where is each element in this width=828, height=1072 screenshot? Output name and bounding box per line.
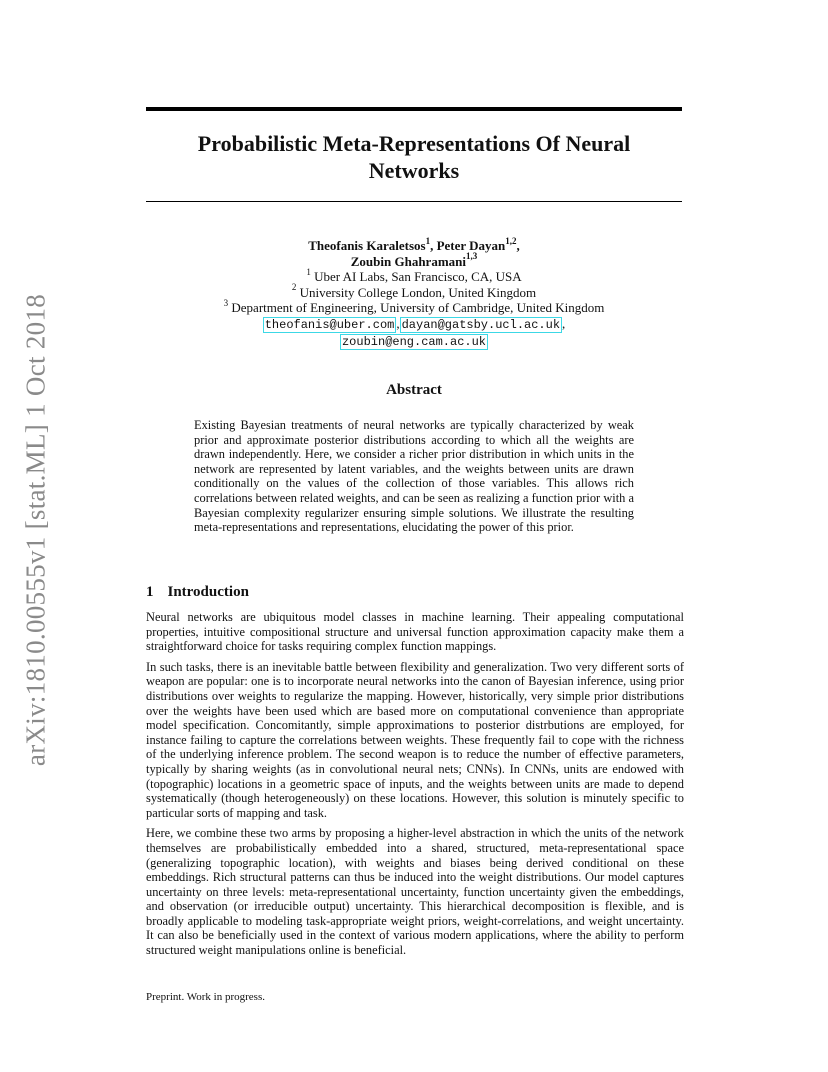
author-3: Zoubin Ghahramani xyxy=(350,253,466,269)
abstract-heading: Abstract xyxy=(386,382,442,398)
affiliation-2: $^2$ University College London, United Kingdom xyxy=(291,282,537,300)
email-link-3[interactable]: zoubin@eng.cam.ac.uk xyxy=(341,335,487,349)
section-title: Introduction xyxy=(167,584,249,600)
email-link-2[interactable]: dayan@gatsby.ucl.ac.uk xyxy=(401,317,561,332)
paper-title xyxy=(146,130,682,184)
section-heading-introduction xyxy=(146,584,249,601)
author-2-sup: 1,2 xyxy=(505,235,517,246)
title-line-1: Probabilistic Meta-Representations Of Neural xyxy=(197,131,631,156)
author-1-sup: 1 xyxy=(425,235,431,246)
introduction-body xyxy=(146,610,684,964)
paragraph-3: Here, we combine these two arms by proposing a higher-level abstraction in which the units of the network themselves are probabilistically embedded into a shared, structured, meta-representational space (generalizing topographic location), with weights and biases being derived conditional on these embeddings. Rich structural patterns can thus be induced into the weight distributions. Our model captures uncertainty on three levels: meta-representational uncertainty, function uncertainty given the embeddings, and observation (or irreducible output) uncertainty. This hierarchical decomposition is flexible, and is broadly applicable to modeling task-appropriate weight priors, weight-correlations, and weight uncertainty. It can also be beneficially used in the context of various modern applications, where the ability to perform structured weight manipulations online is beneficial. xyxy=(146,826,684,958)
abstract-text: Existing Bayesian treatments of neural networks are typically characterized by weak prior and approximate posterior distributions according to which all the weights are drawn independently. Here, we consider a richer prior distribution in which units in the network are represented by latent variables, and the weights between units are drawn conditionally on the values of the collection of those variables. This allows rich correlations between related weights, and can be seen as realizing a function prior with a Bayesian complexity regularizer ensuring simple solutions. We illustrate the resulting meta-representations and representations, elucidating the power of this prior. xyxy=(194,418,634,535)
paragraph-1: Neural networks are ubiquitous model classes in machine learning. Their appealing computational properties, intuitive compositional structure and universal function approximation capacity make them a straightforward choice for tasks requiring complex function mappings. xyxy=(146,610,684,654)
email-line-1: theofanis@uber.com , dayan@gatsby.ucl.ac.uk , xyxy=(264,315,566,332)
title-rule-bottom xyxy=(146,201,682,202)
title-line-2: Networks xyxy=(368,158,460,183)
email-link-1[interactable]: theofanis@uber.com xyxy=(264,317,395,332)
author-block xyxy=(146,235,682,351)
footnote: Preprint. Work in progress. xyxy=(146,991,265,1003)
affiliation-1: $^1$ Uber AI Labs, San Francisco, CA, USA xyxy=(306,266,522,284)
arxiv-identifier: arXiv:1810.00555v1 [stat.ML] 1 Oct 2018 xyxy=(20,293,51,767)
paragraph-2: In such tasks, there is an inevitable battle between flexibility and generalization. Two very different sorts of weapon are popular: one is to incorporate neural networks into the canon of Bayesian inference, using prior distributions over weights to regularize the mapping. However, historically, very simple prior distributions over the weights have been used which are based more on computational convenience than appropriate model specification. Concomitantly, simple approximations to posterior distrbutions are employed, for instance failing to capture the correlations between weights. These frequently fail to cope with the richness of the underlying inference problem. The second weapon is to reduce the number of effective parameters, typically by sharing weights (as in convolutional neural nets; CNNs). In CNNs, units are endowed with (topographic) locations in a geometric space of inputs, and the weights between units are made to depend systematically (though heterogeneously) on these locations. However, this solution is minutely specific to particular sorts of mapping and task. xyxy=(146,659,684,820)
title-rule-top xyxy=(146,107,682,111)
email-line-2 xyxy=(146,333,682,351)
affiliation-3: $^3$ Department of Engineering, University of Cambridge, United Kingdom xyxy=(223,297,605,315)
section-number: 1 xyxy=(146,584,154,600)
author-1: Theofanis Karaletsos xyxy=(308,238,426,253)
author-2: Peter Dayan xyxy=(436,238,506,253)
author-names: Theofanis Karaletsos$^1$, Peter Dayan$^{1,2}$, Zoubin Ghahramani$^{1,3}$ xyxy=(308,235,520,269)
author-3-sup: 1,3 xyxy=(466,251,478,262)
